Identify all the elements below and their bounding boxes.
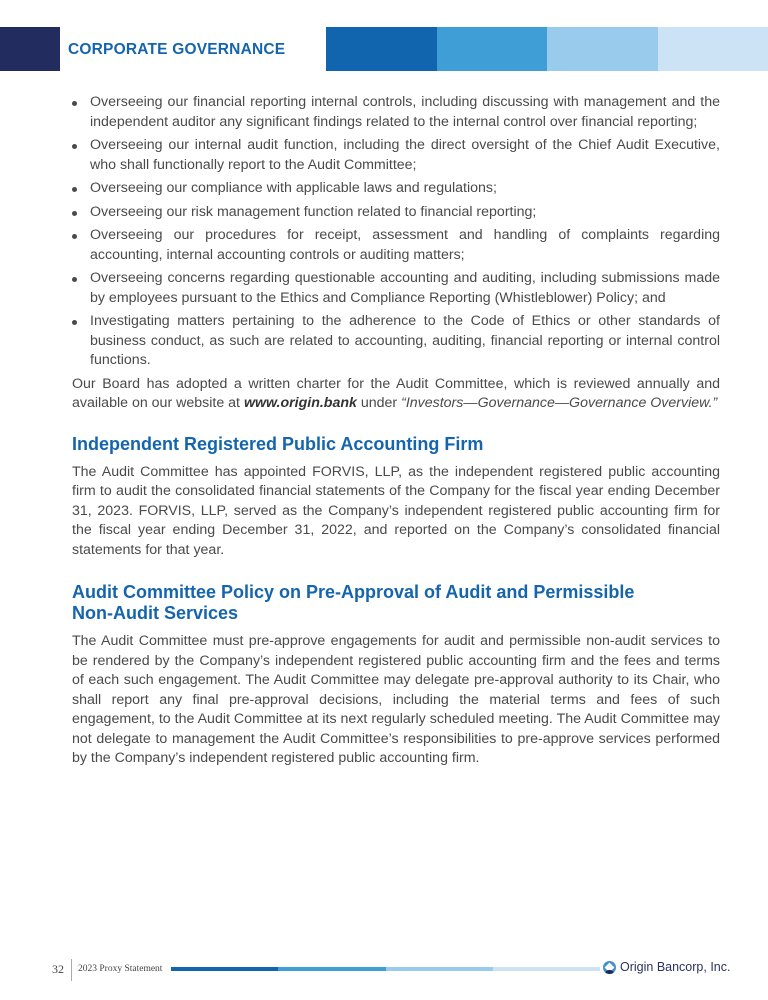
- bullet-icon: [72, 234, 77, 239]
- footer-band-2: [278, 967, 385, 971]
- list-item: Overseeing concerns regarding questionable accounting and auditing, including submissions made by employees pursuant to the Ethics and Compliance Reporting (Whistleblower) Policy; and: [72, 269, 720, 308]
- section-heading-pre-approval: Audit Committee Policy on Pre-Approval of Audit and Permissible Non-Audit Services: [72, 582, 635, 623]
- bullet-icon: [72, 320, 77, 325]
- responsibilities-list: [72, 93, 720, 371]
- header-band-2: [437, 27, 548, 71]
- origin-logo-icon: [603, 961, 616, 974]
- list-item: Overseeing our financial reporting internal controls, including discussing with management and the independent auditor any significant findings related to the internal control over financial reporting;: [72, 93, 720, 132]
- page-content: [72, 93, 720, 769]
- bullet-icon: [72, 187, 77, 192]
- charter-paragraph: Our Board has adopted a written charter for the Audit Committee, which is reviewed annually and available on our website at www.origin.bank under “Investors—Governance—Governance Overview.”: [72, 375, 720, 411]
- page-number: 32: [52, 962, 64, 976]
- bullet-icon: [72, 277, 77, 282]
- company-logo: [603, 960, 730, 974]
- company-name: Origin Bancorp, Inc.: [620, 960, 731, 974]
- header-navy-block: [0, 27, 60, 71]
- list-item: Overseeing our risk management function related to financial reporting;: [72, 203, 720, 223]
- footer-divider: [71, 959, 72, 981]
- pre-approval-paragraph: The Audit Committee must pre-approve engagements for audit and permissible non-audit services to be rendered by the Company’s independent registered public accounting firm and the fees and terms of each such engagement. The Audit Committee may delegate pre-approval authority to its Chair, who shall report any final pre-approval decisions, including the material terms and fees of such engagement, to the Audit Committee at its next regularly scheduled meeting. The Audit Committee may not delegate to management the Audit Committee’s responsibilities to pre-approve services performed by the Company’s independent registered public accounting firm.: [72, 633, 720, 766]
- list-item: Overseeing our internal audit function, including the direct oversight of the Chief Audit Executive, who shall functionally report to the Audit Committee;: [72, 136, 720, 175]
- website-link[interactable]: www.origin.bank: [243, 395, 357, 411]
- list-item: Overseeing our procedures for receipt, assessment and handling of complaints regarding accounting, internal accounting controls or auditing matters;: [72, 226, 720, 265]
- header-band-1: [326, 27, 437, 71]
- section-heading-accounting-firm: Independent Registered Public Accounting Firm: [72, 433, 484, 454]
- footer-band-3: [386, 967, 493, 971]
- document-title: 2023 Proxy Statement: [78, 964, 163, 974]
- footer-band-4: [493, 967, 600, 971]
- bullet-icon: [72, 144, 77, 149]
- header-band-3: [547, 27, 658, 71]
- bullet-icon: [72, 101, 77, 106]
- list-item: Investigating matters pertaining to the adherence to the Code of Ethics or other standards of business conduct, as such are related to accounting, auditing, financial reporting or internal control functions.: [72, 312, 720, 371]
- list-item: Overseeing our compliance with applicable laws and regulations;: [72, 179, 720, 199]
- page-footer: [0, 956, 768, 986]
- bullet-icon: [72, 211, 77, 216]
- footer-color-bar: [171, 967, 600, 971]
- footer-band-1: [171, 967, 278, 971]
- header-band-4: [658, 27, 768, 71]
- header-color-bands: [326, 27, 768, 71]
- website-path: “Investors—Governance—Governance Overview.”: [401, 395, 718, 411]
- accounting-firm-paragraph: The Audit Committee has appointed FORVIS, LLP, as the independent registered public accounting firm to audit the consolidated financial statements of the Company for the fiscal year ending December 31, 2023. FORVIS, LLP, served as the Company’s independent registered public accounting firm for the fiscal year ending December 31, 2022, and reported on the Company’s consolidated financial statements for that year.: [72, 463, 720, 558]
- section-title: CORPORATE GOVERNANCE: [68, 41, 286, 58]
